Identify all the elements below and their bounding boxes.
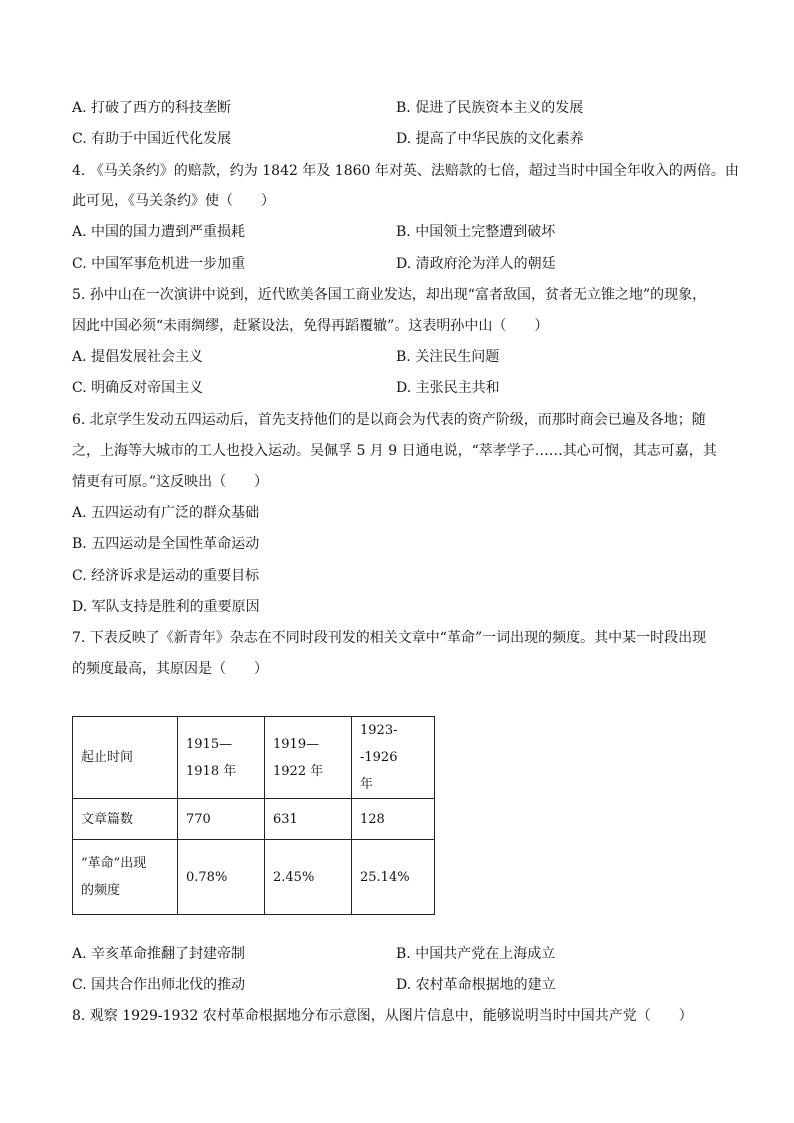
q7-stem-line1: 7. 下表反映了《新青年》杂志在不同时段刊发的相关文章中“革命”一词出现的频度。其中某一时段出现 bbox=[72, 630, 707, 646]
q3-option-d: D. 提高了中华民族的文化素养 bbox=[396, 131, 584, 147]
q6-option-a: A. 五四运动有广泛的群众基础 bbox=[72, 505, 260, 521]
q5-option-c: C. 明确反对帝国主义 bbox=[72, 380, 204, 396]
table-cell-period-2 bbox=[265, 717, 352, 799]
q6-stem-line3: 情更有可原。”这反映出（ ） bbox=[72, 474, 269, 490]
table-cell-freq-3: 25.14% bbox=[352, 840, 435, 915]
q3-option-b: B. 促进了民族资本主义的发展 bbox=[396, 100, 584, 116]
revolution-frequency-table bbox=[72, 716, 435, 915]
table-header-frequency bbox=[73, 840, 178, 915]
q6-option-d: D. 军队支持是胜利的重要原因 bbox=[72, 599, 260, 615]
q5-option-b: B. 关注民生问题 bbox=[396, 349, 500, 365]
q7-stem-line2: 的频度最高，其原因是（ ） bbox=[72, 661, 268, 677]
period-2-line2: 1922 年 bbox=[273, 763, 324, 779]
q4-option-b: B. 中国领土完整遭到破坏 bbox=[396, 224, 556, 240]
q5-option-d: D. 主张民主共和 bbox=[396, 380, 500, 396]
q4-option-c: C. 中国军事危机进一步加重 bbox=[72, 256, 246, 272]
table-cell-period-1 bbox=[178, 717, 265, 799]
table-header-article-count: 文章篇数 bbox=[73, 799, 178, 840]
q3-option-c: C. 有助于中国近代化发展 bbox=[72, 131, 232, 147]
frequency-label-line1: “革命”出现 bbox=[81, 856, 147, 871]
table-row-article-count bbox=[73, 799, 435, 840]
table-cell-count-2: 631 bbox=[265, 799, 352, 840]
q7-option-c: C. 国共合作出师北伐的推动 bbox=[72, 977, 246, 993]
q7-option-d: D. 农村革命根据地的建立 bbox=[396, 977, 556, 993]
q3-option-a: A. 打破了西方的科技垄断 bbox=[72, 100, 232, 116]
q6-option-c: C. 经济诉求是运动的重要目标 bbox=[72, 568, 260, 584]
period-1-line2: 1918 年 bbox=[186, 763, 237, 779]
q4-option-a: A. 中国的国力遭到严重损耗 bbox=[72, 224, 246, 240]
q6-stem-line1: 6. 北京学生发动五四运动后，首先支持他们的是以商会为代表的资产阶级，而那时商会已遍及各地；随 bbox=[72, 412, 706, 428]
table-row-period bbox=[73, 717, 435, 799]
period-3-line1: 1923--1926 bbox=[360, 723, 398, 765]
q5-stem-line1: 5. 孙中山在一次演讲中说到，近代欧美各国工商业发达，却出现“富者敌国，贫者无立锥之地”的现象， bbox=[72, 287, 707, 303]
q7-option-a: A. 辛亥革命推翻了封建帝制 bbox=[72, 946, 246, 962]
period-3-line2: 年 bbox=[360, 777, 374, 792]
q5-stem-line2: 因此中国必须“未雨绸缪，赶紧设法，免得再蹈覆辙”。这表明孙中山（ ） bbox=[72, 318, 549, 334]
period-2-line1: 1919— bbox=[273, 736, 320, 752]
q6-stem-line2: 之，上海等大城市的工人也投入运动。吴佩孚 5 月 9 日通电说，“萃孝学子……其心可悯，其志可嘉，其 bbox=[72, 443, 717, 459]
q5-option-a: A. 提倡发展社会主义 bbox=[72, 349, 204, 365]
table-row-frequency bbox=[73, 840, 435, 915]
q6-option-b: B. 五四运动是全国性革命运动 bbox=[72, 536, 260, 552]
frequency-label-line2: 的频度 bbox=[81, 883, 121, 898]
table-cell-count-1: 770 bbox=[178, 799, 265, 840]
q4-stem-line2: 此可见，《马关条约》使（ ） bbox=[72, 193, 275, 209]
table-header-period: 起止时间 bbox=[73, 717, 178, 799]
table-cell-count-3: 128 bbox=[352, 799, 435, 840]
q4-option-d: D. 清政府沦为洋人的朝廷 bbox=[396, 256, 556, 272]
table-cell-period-3 bbox=[352, 717, 435, 799]
table-cell-freq-1: 0.78% bbox=[178, 840, 265, 915]
q4-stem-line1: 4. 《马关条约》的赔款，约为 1842 年及 1860 年对英、法赔款的七倍，超过当时中国全年收入的两倍。由 bbox=[72, 163, 739, 179]
period-1-line1: 1915— bbox=[186, 736, 233, 752]
q8-stem-line1: 8. 观察 1929-1932 农村革命根据地分布示意图，从图片信息中，能够说明当时中国共产党（ ） bbox=[72, 1008, 693, 1024]
q7-option-b: B. 中国共产党在上海成立 bbox=[396, 946, 556, 962]
table-cell-freq-2: 2.45% bbox=[265, 840, 352, 915]
